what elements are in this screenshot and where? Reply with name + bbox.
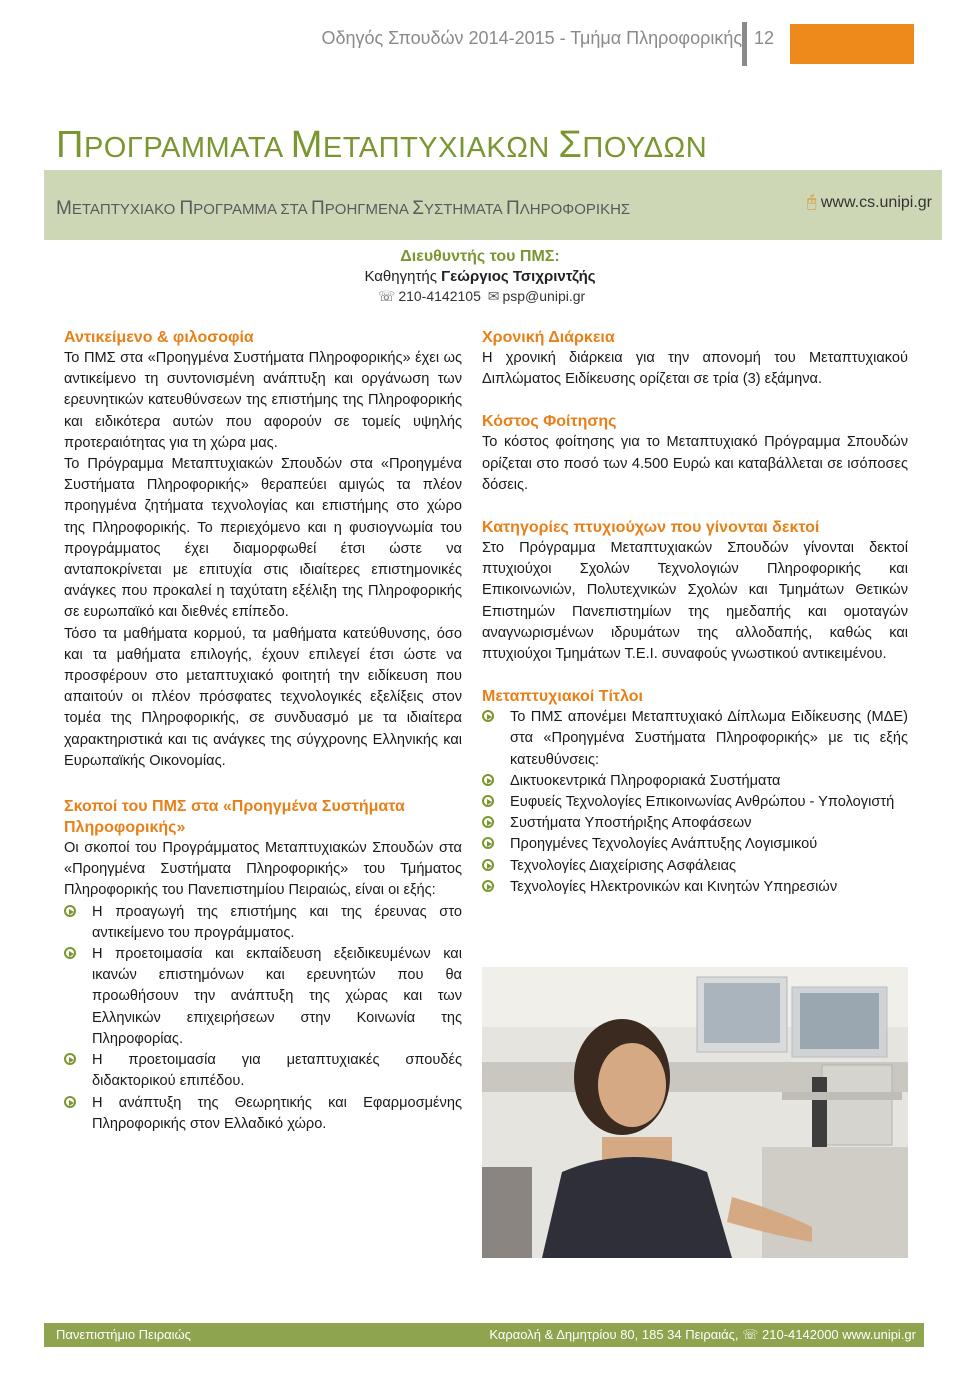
bullet-icon [482, 816, 494, 828]
mouse-icon: 🖰 [806, 192, 817, 211]
bullet-icon [64, 1096, 76, 1108]
bullet-icon [482, 774, 494, 786]
goal-item: Η ανάπτυξη της Θεωρητικής και Εφαρμοσμένης Πληροφορικής στον Ελλαδικό χώρο. [64, 1093, 462, 1135]
categories-heading: Κατηγορίες πτυχιούχων που γίνονται δεκτοί [482, 519, 820, 537]
director-phone: 210-4142105 [398, 288, 481, 304]
title-item: Το ΠΜΣ απονέμει Μεταπτυχιακό Δίπλωμα Ειδίκευσης (ΜΔΕ) στα «Προηγμένα Συστήματα Πληροφορικής» με τις εξής κατευθύνσεις: [482, 707, 908, 771]
title-item: Ευφυείς Τεχνολογίες Επικοινωνίας Ανθρώπου - Υπολογιστή [482, 792, 908, 813]
page-footer [44, 1323, 924, 1347]
duration-heading: Χρονική Διάρκεια [482, 329, 615, 346]
main-title: ΠΡΟΓΡΑΜΜΑΤΑ ΜΕΤΑΠΤΥΧΙΑΚΩΝ ΣΠΟΥΔΩΝ [56, 124, 708, 166]
director-name: Καθηγητής Γεώργιος Τσιχριντζής [364, 268, 596, 285]
page-number: 12 [754, 28, 775, 48]
footer-website[interactable]: www.unipi.gr [842, 1327, 916, 1342]
bullet-icon [64, 905, 76, 917]
program-band [44, 170, 942, 240]
header-accent-box [790, 24, 914, 64]
goal-item: Η προετοιμασία και εκπαίδευση εξειδικευμένων και ικανών επιστημόνων και ερευνητών που θα προωθήσουν την ανάπτυξη της χώρας και των Ελληνικών επιχειρήσεων στην Κοινωνία της Πληροφορίας. [64, 944, 462, 1050]
director-contact [0, 288, 960, 305]
director-heading: Διευθυντής του ΠΜΣ: [400, 248, 560, 265]
title-item: Δικτυοκεντρικά Πληροφοριακά Συστήματα [482, 771, 908, 792]
goal-item: Η προετοιμασία για μεταπτυχιακές σπουδές διδακτορικού επιπέδου. [64, 1050, 462, 1092]
cost-text: Το κόστος φοίτησης για το Μεταπτυχιακό Πρόγραμμα Σπουδών ορίζεται στο ποσό των 4.500 Ευρώ και καταβάλλεται σε ισόποσες δόσεις. [482, 434, 908, 493]
duration-text: Η χρονική διάρκεια για την απονομή του Μεταπτυχιακού Διπλώματος Ειδίκευσης ορίζεται σε τρία (3) εξάμηνα. [482, 350, 908, 388]
objective-paragraph: Το Πρόγραμμα Μεταπτυχιακών Σπουδών στα «Προηγμένα Συστήματα Πληροφορικής» θεραπεύει αμιγώς τα πλέον προηγμένα ζητήματα τεχνολογίας και επιστήμης στο χώρο της Πληροφορικής. Το περιεχόμενο και η φυσιογνωμία του προγράμματος έχει διαμορφωθεί έτσι ώστε να ανταποκρίνεται με επιτυχία στις ιδιαίτερες επιστημονικές ανάγκες που προκαλεί η ταχύτατη εξέλιξη της Πληροφορικής σε ευρωπαϊκό και διεθνές επίπεδο. [64, 456, 462, 621]
students-photo-illustration [482, 967, 908, 1258]
title-item: Τεχνολογίες Διαχείρισης Ασφάλειας [482, 856, 908, 877]
title-item: Προηγμένες Τεχνολογίες Ανάπτυξης Λογισμικού [482, 834, 908, 855]
objective-paragraph: Τόσο τα μαθήματα κορμού, τα μαθήματα κατεύθυνσης, όσο και τα μαθήματα επιλογής, έχουν επιλεγεί έτσι ώστε να προσφέρουν στο μεταπτυχιακό φοιτητή την ειδίκευση που απαιτούν οι πλέον πρόσφατες τεχνολογικές εξελίξεις στον τομέα της Πληροφορικής, σε συνδυασμό με τα ιδιαίτερα χαρακτηριστικά και τις ανάγκες της σύγχρονης Ελληνικής και Ευρωπαϊκής Οικονομίας. [64, 625, 462, 769]
bullet-icon [482, 710, 494, 722]
phone-icon: ☏ [377, 288, 396, 304]
envelope-icon: ✉ [487, 288, 500, 304]
cost-heading: Κόστος Φοίτησης [482, 413, 617, 431]
program-title: ΜΕΤΑΠΤΥΧΙΑΚΟ ΠΡΟΓΡΑΜΜΑ ΣΤΑ ΠΡΟΗΓΜΕΝΑ ΣΥΣΤΗΜΑΤΑ ΠΛΗΡΟΦΟΡΙΚΗΣ [56, 198, 631, 219]
categories-text: Στο Πρόγραμμα Μεταπτυχιακών Σπουδών γίνονται δεκτοί πτυχιούχοι Σχολών Τεχνολογιών Πληροφορικής και Επικοινωνιών, Πολυτεχνικών Σχολών και Τμημάτων Θετικών Επιστημών Πανεπιστημίων της ημεδαπής και ομοταγών αναγνωρισμένων ιδρυμάτων της αλλοδαπής, καθώς και πτυχιούχοι Τμημάτων Τ.Ε.Ι. συναφούς γνωστικού αντικειμένου. [482, 540, 908, 663]
bullet-icon [64, 947, 76, 959]
bullet-icon [482, 880, 494, 892]
director-email[interactable]: psp@unipi.gr [502, 288, 586, 304]
right-column [482, 327, 908, 898]
bullet-icon [482, 859, 494, 871]
title-item: Συστήματα Υποστήριξης Αποφάσεων [482, 813, 908, 834]
title-item: Τεχνολογίες Ηλεκτρονικών και Κινητών Υπηρεσιών [482, 877, 908, 898]
footer-phone: 210-4142000 [762, 1327, 839, 1342]
objective-paragraph: Το ΠΜΣ στα «Προηγμένα Συστήματα Πληροφορικής» έχει ως αντικείμενο τη συντονισμένη ανάπτυξη και οργάνωση των ερευνητικών κατευθύνσεων της επιστήμης της Πληροφορικής και ειδικότερα αυτών που αφορούν σε τομείς υψηλής προτεραιότητας για τη χώρα μας. [64, 350, 462, 451]
program-website[interactable]: 🖰 www.cs.unipi.gr [806, 192, 932, 211]
footer-address: Καραολή & Δημητρίου 80, 185 34 Πειραιάς, [489, 1327, 739, 1342]
footer-contact [489, 1327, 916, 1343]
students-photo [482, 967, 908, 1258]
objective-heading: Αντικείμενο & φιλοσοφία [64, 329, 254, 346]
header-divider [742, 22, 747, 66]
titles-heading: Μεταπτυχιακοί Τίτλοι [482, 688, 643, 706]
bullet-icon [482, 795, 494, 807]
bullet-icon [482, 837, 494, 849]
goals-list [64, 902, 462, 1135]
titles-list [482, 707, 908, 898]
bullet-icon [64, 1053, 76, 1065]
header-title: Οδηγός Σπουδών 2014-2015 - Τμήμα Πληροφορικής [321, 28, 742, 48]
goal-item: Η προαγωγή της επιστήμης και της έρευνας στο αντικείμενο του προγράμματος. [64, 902, 462, 944]
goals-heading: Σκοποί του ΠΜΣ στα «Προηγμένα Συστήματα Πληροφορικής» [64, 798, 405, 837]
goals-intro: Οι σκοποί του Προγράμματος Μεταπτυχιακών Σπουδών στα «Προηγμένα Συστήματα Πληροφορικής» του Τμήματος Πληροφορικής του Πανεπιστημίου Πειραιώς, είναι οι εξής: [64, 840, 462, 899]
phone-icon: ☏ [742, 1327, 759, 1342]
footer-university: Πανεπιστήμιο Πειραιώς [56, 1327, 191, 1342]
left-column [64, 327, 462, 1135]
page-header [0, 0, 960, 80]
